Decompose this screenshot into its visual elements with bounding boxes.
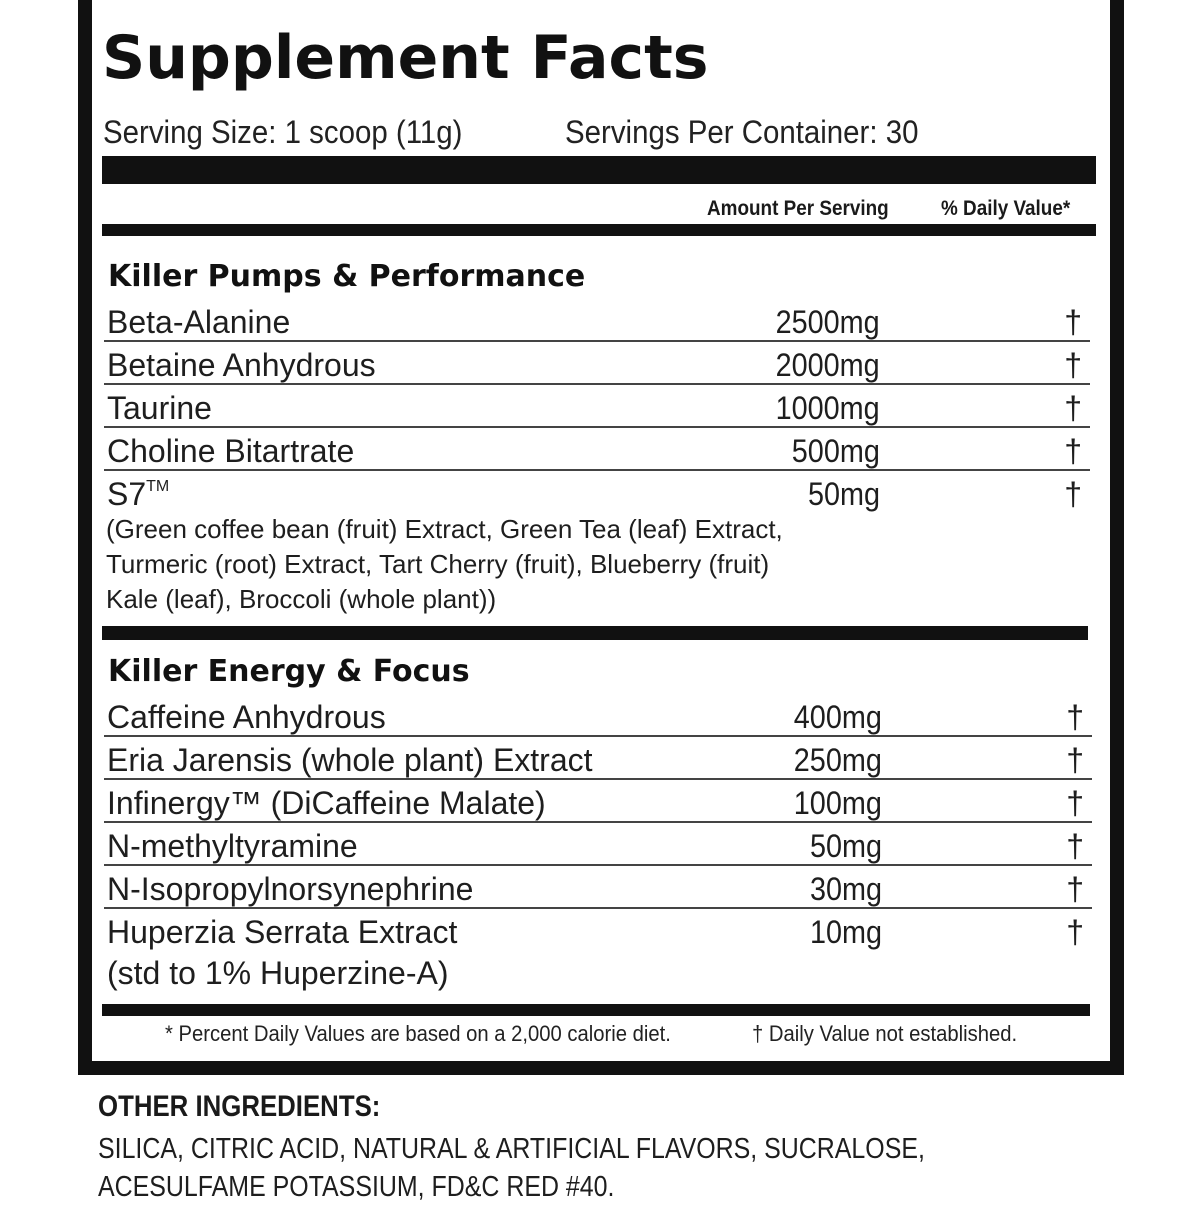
- ingredient-amount: 30mg: [809, 871, 882, 907]
- other-ingredients-text: SILICA, CITRIC ACID, NATURAL & ARTIFICIAL FLAVORS, SUCRALOSE, ACESULFAME POTASSIUM, FD&C RED #40.: [98, 1133, 925, 1203]
- thick-divider-top: [102, 156, 1096, 184]
- ingredient-amount: 500mg: [791, 433, 880, 469]
- dagger-mark: †: [1064, 476, 1082, 512]
- ingredient-row: [104, 340, 1090, 385]
- daily-value-header: % Daily Value*: [941, 197, 1071, 220]
- divider-bottom: [102, 1004, 1090, 1016]
- ingredient-name: S7™: [107, 476, 170, 512]
- ingredient-amount: 400mg: [793, 699, 882, 735]
- divider-header: [102, 224, 1096, 236]
- dagger-mark: †: [1064, 304, 1082, 340]
- ingredient-row: [104, 383, 1090, 428]
- dagger-mark: †: [1064, 390, 1082, 426]
- percent-daily-footnote: * Percent Daily Values are based on a 2,000 calorie diet.: [165, 1021, 671, 1046]
- s7-detail-line: Kale (leaf), Broccoli (whole plant)): [106, 584, 497, 614]
- dagger-mark: †: [1064, 347, 1082, 383]
- ingredient-name: Betaine Anhydrous: [107, 347, 376, 383]
- ingredient-row: [104, 426, 1090, 471]
- ingredient-row: [104, 778, 1092, 823]
- s7-detail-line: (Green coffee bean (fruit) Extract, Green Tea (leaf) Extract,: [106, 514, 783, 544]
- servings-per-container: Servings Per Container: 30: [565, 114, 919, 150]
- dagger-mark: †: [1064, 433, 1082, 469]
- ingredient-name: Caffeine Anhydrous: [107, 699, 386, 735]
- ingredient-row: [104, 821, 1092, 866]
- ingredient-amount: 2000mg: [775, 347, 880, 383]
- section-heading-energy: Killer Energy & Focus: [108, 654, 470, 689]
- ingredient-row: [104, 907, 1092, 950]
- dagger-mark: †: [1066, 742, 1084, 778]
- ingredient-amount: 100mg: [793, 785, 882, 821]
- ingredient-name: Infinergy™ (DiCaffeine Malate): [107, 785, 546, 821]
- panel-title: Supplement Facts: [102, 23, 709, 93]
- dagger-mark: †: [1066, 785, 1084, 821]
- ingredient-amount: 2500mg: [775, 304, 880, 340]
- ingredient-amount: 10mg: [809, 914, 882, 950]
- dagger-mark: †: [1066, 699, 1084, 735]
- ingredient-amount: 1000mg: [775, 390, 880, 426]
- dagger-footnote: † Daily Value not established.: [752, 1021, 1018, 1046]
- amount-per-serving-header: Amount Per Serving: [707, 197, 889, 220]
- ingredient-amount: 250mg: [793, 742, 882, 778]
- ingredient-name: Beta-Alanine: [107, 304, 291, 340]
- dagger-mark: †: [1066, 828, 1084, 864]
- dagger-mark: †: [1066, 914, 1084, 950]
- ingredient-row: [104, 735, 1092, 780]
- ingredient-name: N-methyltyramine: [107, 828, 358, 864]
- section-heading-pumps: Killer Pumps & Performance: [108, 259, 586, 294]
- ingredient-row: [104, 692, 1092, 737]
- ingredient-name: Huperzia Serrata Extract: [107, 914, 458, 950]
- trademark-mark: TM: [146, 478, 170, 495]
- ingredient-name: N-Isopropylnorsynephrine: [107, 871, 474, 907]
- dagger-mark: †: [1066, 871, 1084, 907]
- huperzia-detail: (std to 1% Huperzine-A): [107, 955, 449, 991]
- ingredient-row: [104, 297, 1090, 342]
- divider-sections: [102, 626, 1088, 640]
- ingredient-name: Taurine: [107, 390, 212, 426]
- ingredient-row: [104, 864, 1092, 909]
- ingredient-name: Choline Bitartrate: [107, 433, 355, 469]
- ingredient-row: [104, 469, 1090, 512]
- other-ingredients-heading: OTHER INGREDIENTS:: [98, 1090, 381, 1123]
- serving-size: Serving Size: 1 scoop (11g): [103, 114, 463, 150]
- ingredient-amount: 50mg: [809, 828, 882, 864]
- s7-detail-line: Turmeric (root) Extract, Tart Cherry (fruit), Blueberry (fruit): [106, 549, 770, 579]
- ingredient-name: Eria Jarensis (whole plant) Extract: [107, 742, 593, 778]
- ingredient-amount: 50mg: [807, 476, 880, 512]
